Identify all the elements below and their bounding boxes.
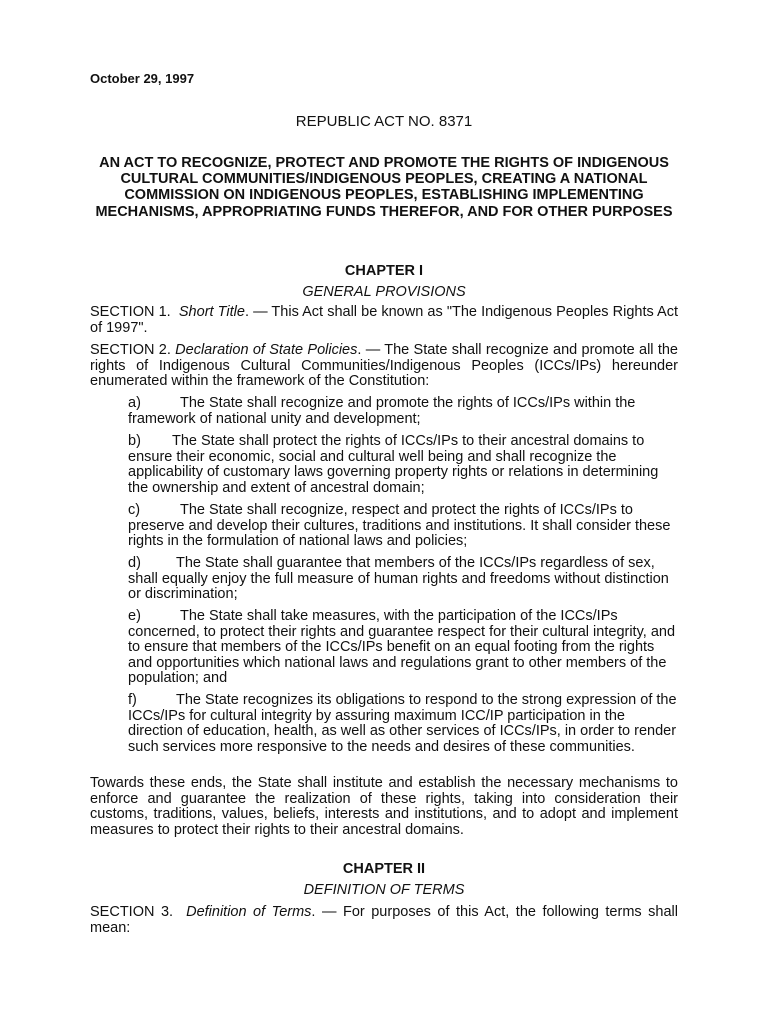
chapter-1-heading: CHAPTER I (344, 263, 424, 279)
list-item (128, 609, 678, 687)
list-item (128, 556, 678, 603)
list-item-text: The State recognizes its obligations to respond to the strong expression of the ICCs/IPs for cultural integrity by assuring maximum ICC/IP participation in the direction of education, health, as well as other services of ICCs/IPs, in order to render such services more responsive to the needs and desires of these communities. (128, 692, 677, 755)
section-1-title: Short Title (178, 304, 245, 320)
section-1 (90, 305, 678, 336)
list-item-text: The State shall recognize, respect and protect the rights of ICCs/IPs to preserve and develop their cultures, traditions and institutions. It shall consider these rights in the formulation of national laws and policies; (128, 502, 671, 550)
list-item (128, 396, 678, 427)
list-item (128, 503, 678, 550)
list-item-text: The State shall guarantee that members of the ICCs/IPs regardless of sex, shall equally enjoy the full measure of human rights and freedoms without distinction or discrimination; (128, 555, 669, 603)
list-item-letter: c) (128, 502, 141, 518)
list-item (128, 434, 678, 496)
list-item-letter: d) (128, 555, 141, 571)
list-item (128, 693, 678, 755)
section-2-label: SECTION 2. (90, 342, 171, 358)
act-title: AN ACT TO RECOGNIZE, PROTECT AND PROMOTE THE RIGHTS OF INDIGENOUS CULTURAL COMMUNITIES/INDIGENOUS PEOPLES, CREATING A NATIONAL COMMISSION ON INDIGENOUS PEOPLES, ESTABLISHING IMPLEMENTING MECHANISMS, APPROPRIATING FUNDS THEREFOR, AND FOR OTHER PURPOSES (95, 155, 673, 220)
section-3-title: Definition of Terms (186, 904, 312, 920)
chapter-1-subheading: GENERAL PROVISIONS (302, 284, 466, 300)
section-3-label: SECTION 3. (90, 904, 174, 920)
list-item-letter: f) (128, 692, 137, 708)
chapter-2-heading: CHAPTER II (342, 861, 426, 877)
section-2-closing: Towards these ends, the State shall institute and establish the necessary mechanisms to enforce and guarantee the realization of these rights, taking into consideration their customs, traditions, values, beliefs, interests and institutions, and to adopt and implement measures to protect their rights to their ancestral domains. (90, 775, 678, 838)
section-3-text: . — For purposes of this Act, the following terms shall mean: (90, 904, 678, 936)
list-item-letter: b) (128, 433, 141, 449)
section-2-title: Declaration of State Policies (175, 342, 358, 358)
list-item-text: The State shall take measures, with the participation of the ICCs/IPs concerned, to protect their rights and guarantee respect for their cultural integrity, and to ensure that members of the ICCs/IPs benefit on an equal footing from the rights and opportunities which national laws and regulations grant to other members of the population; and (128, 608, 676, 687)
list-item-letter: a) (128, 395, 141, 411)
list-item-text: The State shall protect the rights of ICCs/IPs to their ancestral domains to ensure their economic, social and cultural well being and shall recognize the applicability of customary laws governing property rights or relations in determining the ownership and extent of ancestral domain; (128, 433, 659, 496)
section-2-text: . — The State shall recognize and promote all the rights of Indigenous Cultural Communities/Indigenous Peoples (ICCs/IPs) hereunder enumerated within the framework of the Constitution: (90, 342, 678, 390)
chapter-2-subheading: DEFINITION OF TERMS (303, 882, 465, 898)
act-number: REPUBLIC ACT NO. 8371 (295, 113, 473, 130)
list-item-text: The State shall recognize and promote the rights of ICCs/IPs within the framework of national unity and development; (128, 395, 636, 427)
document-date: October 29, 1997 (90, 71, 195, 86)
section-1-text: . — This Act shall be known as "The Indigenous Peoples Rights Act of 1997". (90, 304, 679, 336)
section-1-label: SECTION 1. (90, 304, 171, 320)
section-3 (90, 905, 678, 936)
section-2 (90, 343, 678, 390)
list-item-letter: e) (128, 608, 141, 624)
